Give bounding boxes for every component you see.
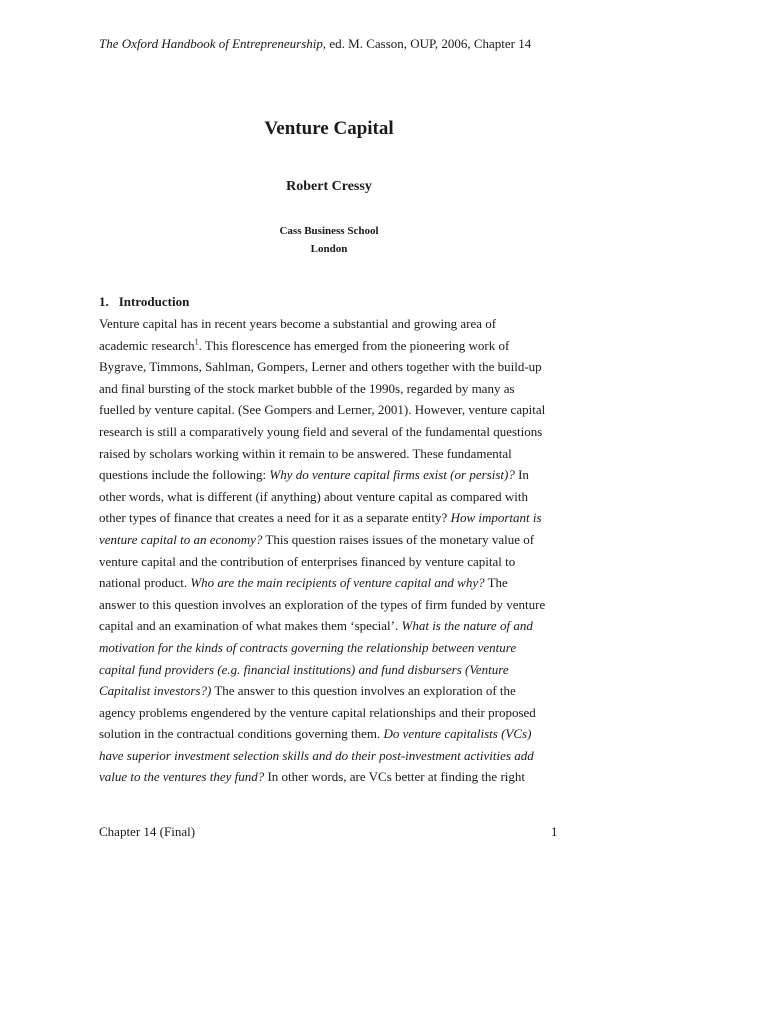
italic-question-text: Who are the main recipients of venture capital and why?	[190, 575, 485, 591]
italic-question-text: have superior investment selection skills and do their post-investment activities add	[99, 747, 534, 763]
footer-page-number: 1	[551, 824, 558, 839]
italic-question-text: Why do venture capital firms exist (or persist)?	[269, 467, 515, 483]
body-line	[99, 335, 569, 357]
body-text-segment: academic research	[99, 337, 195, 353]
body-line	[99, 680, 569, 702]
italic-question-text: Do venture capitalists (VCs)	[383, 726, 532, 742]
body-text-segment: questions include the following:	[99, 467, 270, 483]
body-text-segment: national product.	[99, 575, 191, 591]
section-title: Introduction	[118, 294, 190, 309]
italic-question-text: motivation for the kinds of contracts governing the relationship between venture	[99, 639, 517, 655]
body-text-segment: other words, what is different (if anything) about venture capital as compared with	[99, 488, 528, 504]
italic-question-text: value to the ventures they fund?	[99, 769, 265, 785]
footnote-marker: 1	[194, 337, 199, 347]
body-line	[99, 443, 569, 465]
body-line	[99, 421, 569, 443]
chapter-title: Venture Capital	[264, 118, 394, 139]
body-text-segment: In	[514, 467, 529, 483]
body-line	[99, 378, 569, 400]
italic-question-text: venture capital to an economy?	[99, 531, 263, 547]
section-number: 1.	[99, 294, 109, 309]
body-line	[99, 551, 569, 573]
affiliation-institution: Cass Business School	[279, 225, 379, 237]
body-line	[99, 399, 569, 421]
running-header	[99, 36, 531, 52]
body-line	[99, 507, 569, 529]
body-text-segment: fuelled by venture capital. (See Gompers and Lerner, 2001). However, venture capital	[99, 402, 546, 418]
author-name: Robert Cressy	[286, 179, 372, 194]
body-line	[99, 356, 569, 378]
body-line	[99, 615, 569, 637]
body-line	[99, 529, 569, 551]
body-line	[99, 313, 569, 335]
body-text-segment: Venture capital has in recent years become a substantial and growing area of	[99, 316, 497, 331]
body-text-segment: . This florescence has emerged from the pioneering work of	[198, 337, 510, 353]
body-line	[99, 745, 569, 767]
footer-chapter-label: Chapter 14 (Final)	[99, 824, 196, 839]
body-text-segment: other types of finance that creates a need for it as a separate entity?	[99, 510, 451, 526]
body-text-segment: answer to this question involves an exploration of the types of firm funded by venture	[99, 596, 546, 612]
body-line	[99, 464, 569, 486]
body-text-segment: This question raises issues of the monetary value of	[262, 531, 535, 547]
italic-question-text: Capitalist investors?)	[99, 683, 212, 699]
italic-question-text: What is the nature of and	[401, 618, 533, 634]
header-book-details: , ed. M. Casson, OUP, 2006, Chapter 14	[322, 36, 532, 51]
body-line	[99, 486, 569, 508]
body-line	[99, 572, 569, 594]
body-text-segment: In other words, are VCs better at finding the right	[264, 769, 525, 785]
body-text-segment: venture capital and the contribution of enterprises financed by venture capital to	[99, 553, 516, 569]
body-line	[99, 702, 569, 724]
italic-question-text: How important is	[450, 510, 542, 526]
body-line	[99, 766, 569, 788]
body-line	[99, 637, 569, 659]
body-text-segment: Bygrave, Timmons, Sahlman, Gompers, Lerner and others together with the build-up	[99, 359, 542, 375]
body-text-segment: The	[484, 575, 508, 591]
body-text-segment: raised by scholars working within it remain to be answered. These fundamental	[99, 445, 512, 461]
body-text-segment: and final bursting of the stock market bubble of the 1990s, regarded by many as	[99, 380, 515, 396]
section-heading	[99, 294, 189, 310]
body-text-segment: solution in the contractual conditions governing them.	[99, 726, 384, 742]
italic-question-text: capital fund providers (e.g. financial institutions) and fund disbursers (Venture	[99, 661, 509, 677]
body-text-segment: The answer to this question involves an exploration of the	[211, 683, 516, 699]
header-book-title: The Oxford Handbook of Entrepreneurship	[99, 36, 323, 51]
body-text-segment: research is still a comparatively young field and several of the fundamental questions	[99, 423, 543, 439]
body-line	[99, 723, 569, 745]
affiliation-city: London	[310, 243, 348, 255]
body-paragraph	[99, 313, 569, 788]
body-line	[99, 594, 569, 616]
body-text-segment: capital and an examination of what makes them ‘special’.	[99, 618, 402, 634]
body-text-segment: agency problems engendered by the venture capital relationships and their proposed	[99, 704, 536, 720]
body-line	[99, 659, 569, 681]
